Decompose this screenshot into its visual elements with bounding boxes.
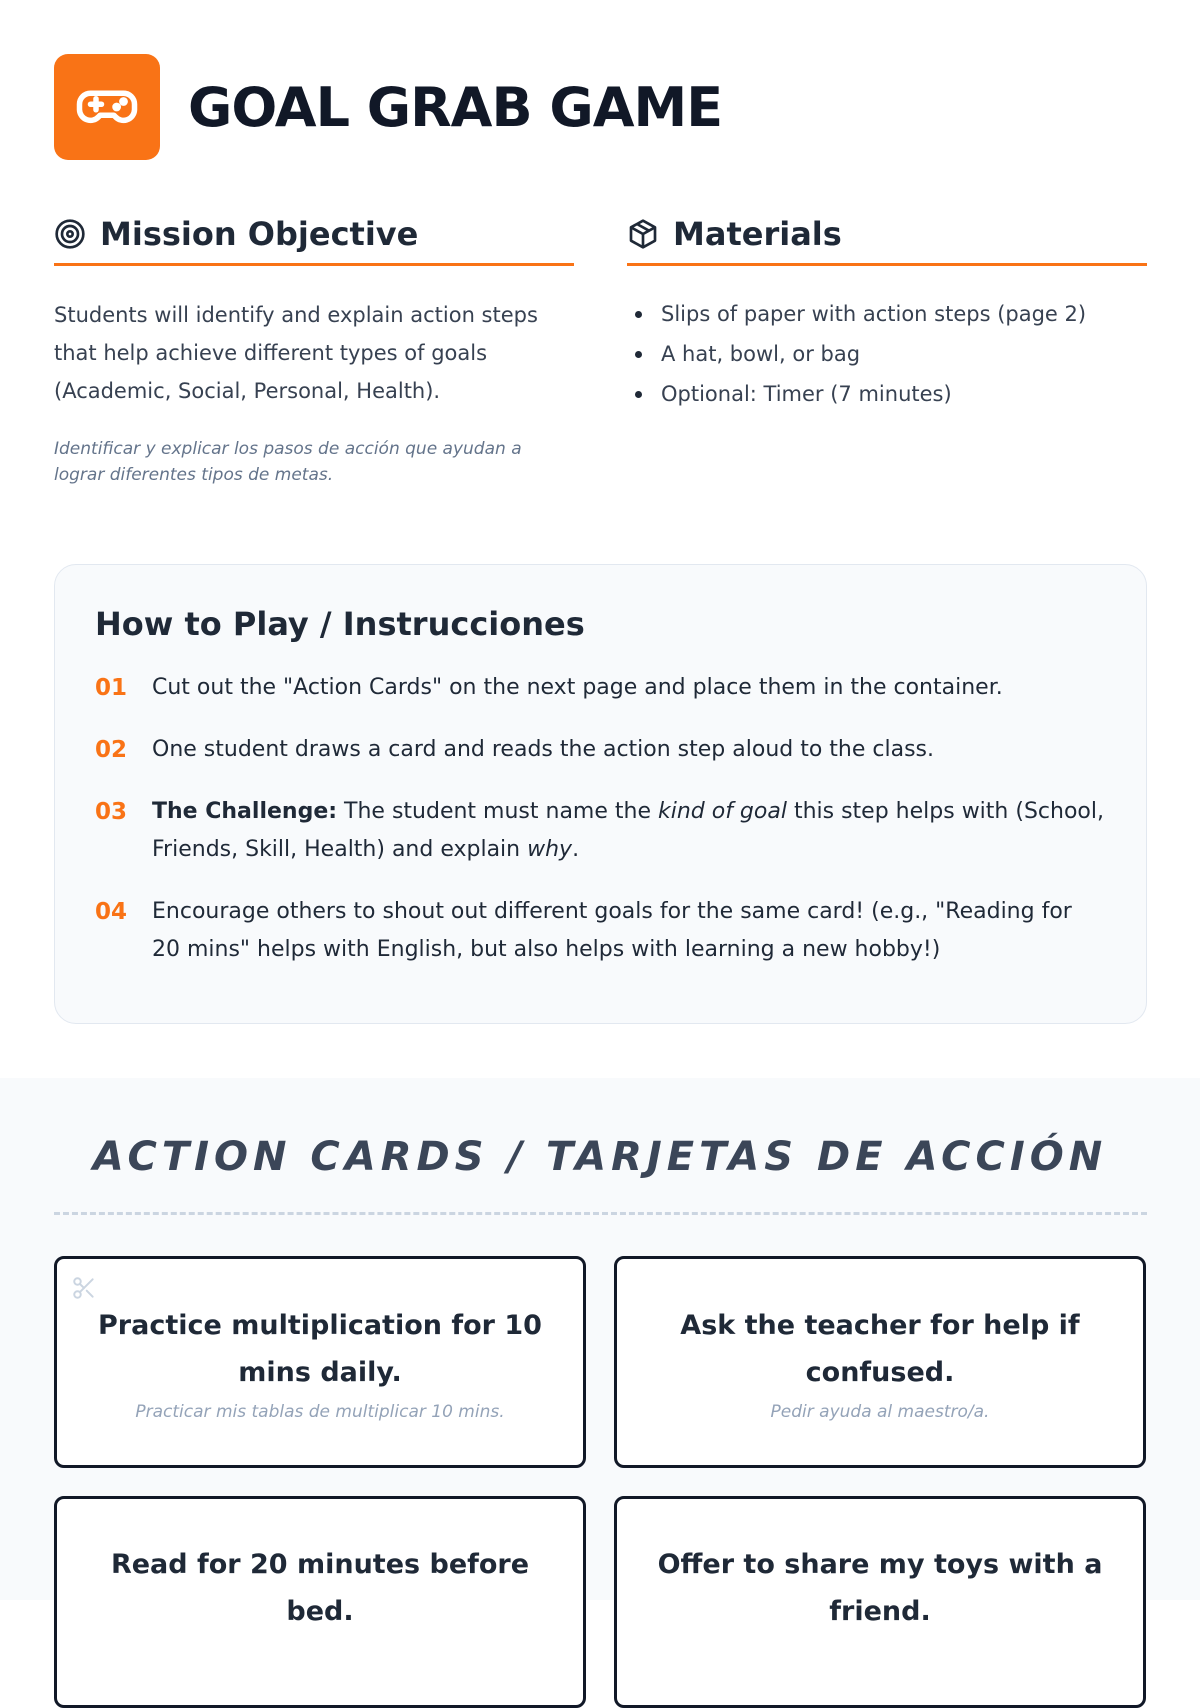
card-spanish: Pedir ayuda al maestro/a.: [770, 1402, 990, 1422]
page-title: GOAL GRAB GAME: [188, 75, 723, 139]
step-number: 04: [95, 899, 128, 925]
step-item: [95, 793, 1106, 869]
gamepad-icon: [74, 74, 140, 140]
step-text: Cut out the "Action Cards" on the next page and place them in the container.: [152, 675, 1003, 700]
card-text: Ask the teacher for help if confused.: [680, 1310, 1080, 1388]
step-text-part: this step helps with (School, Friends, Skill, Health) and explain: [152, 799, 1104, 862]
objective-header: [54, 210, 574, 266]
action-card: [54, 1256, 586, 1468]
step-number: 01: [95, 675, 128, 701]
step-item: [95, 893, 1106, 969]
step-text-part: The student must name the: [337, 799, 658, 824]
action-card: [614, 1496, 1146, 1708]
step-emphasis: kind of goal: [657, 799, 787, 824]
materials-header: [627, 210, 1147, 266]
action-cards-section: [0, 1078, 1200, 1627]
step-text: Encourage others to shout out different goals for the same card! (e.g., "Reading for 20 mins" helps with English, but also helps with learning a new hobby!): [152, 899, 1072, 962]
materials-list: [627, 294, 1147, 414]
list-item: Optional: Timer (7 minutes): [627, 374, 1147, 414]
action-card: [54, 1496, 586, 1708]
step-emphasis: why: [527, 837, 573, 862]
steps-list: [95, 669, 1106, 969]
objective-spanish: Identificar y explicar los pasos de acción que ayudan a lograr diferentes tipos de metas.: [54, 439, 522, 485]
step-item: [95, 669, 1106, 707]
how-to-play-title: How to Play / Instrucciones: [95, 605, 585, 643]
card-text: Practice multiplication for 10 mins daily.: [98, 1310, 542, 1388]
objective-section: [54, 210, 574, 488]
step-text: [152, 793, 1106, 869]
dashed-divider: [54, 1212, 1147, 1215]
step-number: 03: [95, 799, 128, 825]
step-text: One student draws a card and reads the action step aloud to the class.: [152, 737, 934, 762]
step-bold-label: The Challenge:: [152, 799, 338, 824]
action-cards-title: ACTION CARDS / TARJETAS DE ACCIÓN: [92, 1134, 1108, 1180]
objective-text: Students will identify and explain action steps that help achieve different types of goals (Academic, Social, Personal, Health).: [54, 303, 538, 403]
objective-title: Mission Objective: [100, 214, 419, 253]
materials-title: Materials: [673, 214, 842, 253]
card-text: Read for 20 minutes before bed.: [110, 1549, 530, 1627]
how-to-play-panel: [54, 564, 1147, 1024]
card-spanish: Practicar mis tablas de multiplicar 10 mins.: [135, 1402, 505, 1422]
logo: [54, 54, 160, 160]
materials-section: [627, 210, 1147, 414]
header: [54, 54, 722, 160]
card-text: Offer to share my toys with a friend.: [657, 1549, 1103, 1627]
list-item: A hat, bowl, or bag: [627, 334, 1147, 374]
step-text-part: .: [572, 837, 580, 862]
scissors-icon: [71, 1275, 97, 1301]
step-item: [95, 731, 1106, 769]
action-card: [614, 1256, 1146, 1468]
list-item: Slips of paper with action steps (page 2): [627, 294, 1147, 334]
step-number: 02: [95, 737, 128, 763]
target-icon: [54, 217, 88, 251]
box-icon: [627, 217, 661, 251]
